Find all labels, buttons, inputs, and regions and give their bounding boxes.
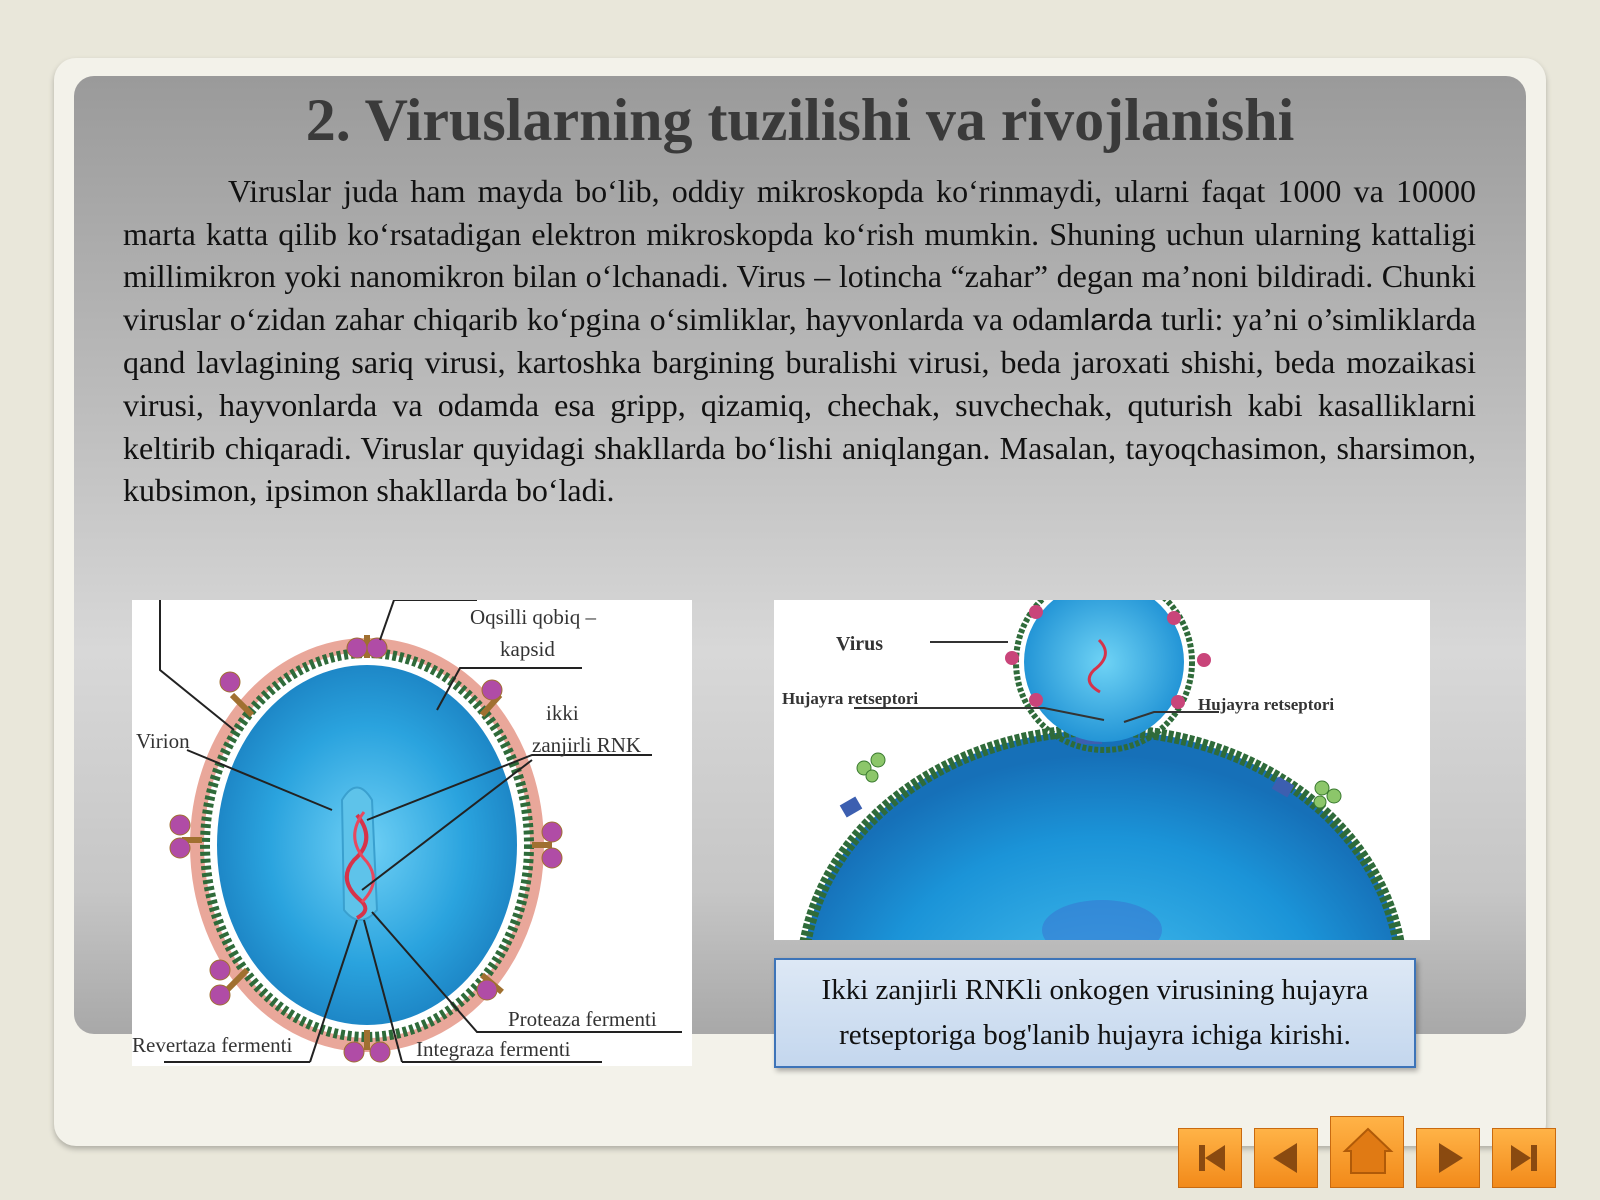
paragraph-text-2: turli: ya’ni o’simliklarda qand lavlagining sariq virusi, kartoshka bargining buralishi virusi, beda jaroxati shishi, beda mozaikasi virusi, hayvonlarda va odamda esa gripp, qizamiq, chechak, suvchechak, quturish kabi kasalliklarni keltirib chiqaradi. Viruslar quyidagi shakllarda bo‘lishi aniqlangan. Masalan, tayoqchasimon, sharsimon, kubsimon, ipsimon shakllarda bo‘ladi.: [123, 300, 1477, 509]
virus-binding-figure: [774, 600, 1430, 940]
slide-title: 2. Viruslarning tuzilishi va rivojlanishi: [305, 87, 1295, 153]
last-icon: [1493, 1129, 1557, 1187]
first-slide-button[interactable]: [1178, 1128, 1242, 1188]
label-capsid-line1: Oqsilli qobiq –: [470, 605, 597, 629]
first-icon: [1179, 1129, 1243, 1187]
virion-structure-figure: [132, 600, 692, 1066]
label-revertase: Revertaza fermenti: [132, 1033, 293, 1057]
previous-slide-button[interactable]: [1254, 1128, 1318, 1188]
label-protease: Proteaza fermenti: [508, 1007, 657, 1031]
home-button[interactable]: [1330, 1116, 1404, 1188]
next-slide-button[interactable]: [1416, 1128, 1480, 1188]
figure-caption: [774, 958, 1416, 1068]
label-virion: Virion: [136, 729, 190, 753]
paragraph-text-sans: larda: [1083, 301, 1153, 337]
previous-icon: [1255, 1129, 1319, 1187]
caption-text: Ikki zanjirli RNKli onkogen virusining hujayra retseptoriga bog'lanib hujayra ichiga kirishi.: [821, 974, 1369, 1051]
label-receptor-right: Hujayra retseptori: [1198, 695, 1335, 714]
label-virus: Virus: [836, 633, 884, 655]
label-rna-line1: ikki: [546, 701, 579, 725]
label-capsid-line2: kapsid: [500, 637, 555, 661]
last-slide-button[interactable]: [1492, 1128, 1556, 1188]
binding-diagram: [774, 600, 1430, 940]
virion-diagram: [132, 600, 692, 1066]
label-integrase: Integraza fermenti: [416, 1037, 571, 1061]
label-rna-line2: zanjirli RNK: [532, 733, 642, 757]
virus-body: [1024, 600, 1184, 742]
slide-paragraph: [123, 170, 1476, 512]
paragraph-text-1: Viruslar juda ham mayda bo‘lib, oddiy mikroskopda ko‘rinmaydi, ularni faqat 1000 va 10000 marta katta qilib ko‘rsatadigan elektron mikroskopda ko‘rish mumkin. Shuning uchun ularning kattaligi millimikron yoki nanomikron bilan o‘lchanadi. Virus – lotincha “zahar” degan ma’noni bildiradi. Chunki viruslar o‘zidan zahar chiqarib ko‘pgina o‘simliklar, hayvonlarda va odam: [123, 173, 1476, 337]
label-receptor-left: Hujayra retseptori: [782, 689, 919, 708]
home-icon: [1331, 1117, 1405, 1187]
next-icon: [1417, 1129, 1481, 1187]
